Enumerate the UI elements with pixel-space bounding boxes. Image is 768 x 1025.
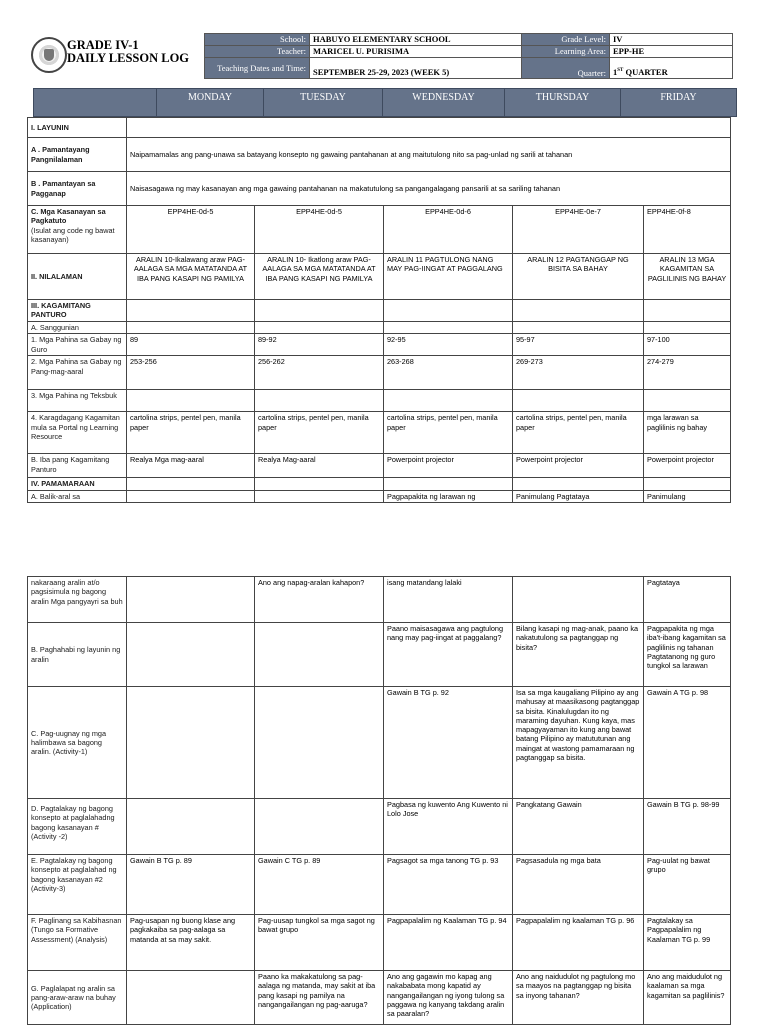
pag-uugnay-tuesday xyxy=(255,687,384,799)
kagamitang-monday xyxy=(127,300,255,322)
learning-area-value: EPP-HE xyxy=(610,46,733,58)
day-header-friday: FRIDAY xyxy=(621,89,737,117)
nilalaman-thursday: ARALIN 12 PAGTANGGAP NG BISITA SA BAHAY xyxy=(513,254,644,300)
day-header-monday: MONDAY xyxy=(157,89,264,117)
iba-tuesday: Realya Mag-aaral xyxy=(255,454,384,478)
lesson-log-title xyxy=(67,39,189,65)
gabay-mag-aaral-tuesday: 256-262 xyxy=(255,356,384,390)
teacher-value: MARICEL U. PURISIMA xyxy=(310,46,522,58)
teacher-label: Teacher: xyxy=(205,46,310,58)
header-info-right xyxy=(521,33,733,79)
teksbuk-friday xyxy=(644,390,731,412)
sanggunian-label: A. Sanggunian xyxy=(28,322,127,334)
lesson-grid-page2 xyxy=(27,576,731,1025)
sanggunian-friday xyxy=(644,322,731,334)
nilalaman-wednesday: ARALIN 11 PAGTULONG NANG MAY PAG-IINGAT AT PAGGALANG xyxy=(384,254,513,300)
code-tuesday: EPP4HE-0d-5 xyxy=(255,206,384,254)
sanggunian-tuesday xyxy=(255,322,384,334)
teksbuk-monday xyxy=(127,390,255,412)
balik-cont-thursday xyxy=(513,577,644,623)
teksbuk-wednesday xyxy=(384,390,513,412)
lesson-log-header xyxy=(27,33,732,80)
e-friday: Pag-uulat ng bawat grupo xyxy=(644,855,731,915)
log-label: DAILY LESSON LOG xyxy=(67,51,190,65)
lr-tuesday: cartolina strips, pentel pen, manila paper xyxy=(255,412,384,454)
code-thursday: EPP4HE-0e-7 xyxy=(513,206,644,254)
pamantayang-label: A . Pamantayang Pangnilalaman xyxy=(28,138,127,172)
d-friday: Gawain B TG p. 98-99 xyxy=(644,799,731,855)
pamantayang-text: Naipamamalas ang pang-unawa sa batayang konsepto ng gawaing pantahanan at ang maitutulong nito sa pag-unlad ng sarili at tahanan xyxy=(127,138,731,172)
lr-thursday: cartolina strips, pentel pen, manila paper xyxy=(513,412,644,454)
code-wednesday: EPP4HE-0d-6 xyxy=(384,206,513,254)
grade-label: GRADE IV-1 xyxy=(67,38,139,52)
gabay-guro-wednesday: 92-95 xyxy=(384,334,513,356)
gabay-guro-friday: 97-100 xyxy=(644,334,731,356)
balik-aral-label: A. Balik-aral sa xyxy=(28,490,127,502)
iba-friday: Powerpoint projector xyxy=(644,454,731,478)
paghahabi-thursday: Bilang kasapi ng mag-anak, paano ka nakatutulong sa pagtanggap ng bisita? xyxy=(513,623,644,687)
gabay-mag-aaral-monday: 253-256 xyxy=(127,356,255,390)
grade-level-value: IV xyxy=(610,34,733,46)
paghahabi-friday: Pagpapakita ng mga iba't-ibang kagamitan sa paglilinis ng tahanan Pagtatanong ng guro tungkol sa larawan xyxy=(644,623,731,687)
pagtalakay-d-label: D. Pagtalakay ng bagong konsepto at paglalahadng bagong kasanayan #(Activity -2) xyxy=(28,799,127,855)
sanggunian-thursday xyxy=(513,322,644,334)
learning-area-label: Learning Area: xyxy=(522,46,610,58)
pagtalakay-e-label: E. Pagtalakay ng bagong konsepto at paglalahad ng bagong kasanayan #2 (Activity-3) xyxy=(28,855,127,915)
balik-wednesday: Pagpapakita ng larawan ng xyxy=(384,490,513,502)
paglalapat-label: G. Paglalapat ng aralin sa pang-araw-araw na buhay (Application) xyxy=(28,971,127,1025)
d-tuesday xyxy=(255,799,384,855)
d-monday xyxy=(127,799,255,855)
paghahabi-wednesday: Paano maisasagawa ang pagtulong nang may pag-iingat at paggalang? xyxy=(384,623,513,687)
paglinang-label: F. Paglinang sa Kabihasnan (Tungo sa Formative Assessment) (Analysis) xyxy=(28,915,127,971)
day-header-tuesday: TUESDAY xyxy=(264,89,383,117)
pag-uugnay-wednesday: Gawain B TG p. 92 xyxy=(384,687,513,799)
teksbuk-thursday xyxy=(513,390,644,412)
school-label: School: xyxy=(205,34,310,46)
weekday-header xyxy=(33,88,737,117)
nilalaman-label: II. NILALAMAN xyxy=(28,254,127,300)
d-thursday: Pangkatang Gawain xyxy=(513,799,644,855)
f-friday: Pagtalakay sa Pagpapalalim ng Kaalaman TG p. 99 xyxy=(644,915,731,971)
f-wednesday: Pagpapalalim ng Kaalaman TG p. 94 xyxy=(384,915,513,971)
kagamitang-thursday xyxy=(513,300,644,322)
g-thursday: Ano ang naidudulot ng pagtulong mo sa maayos na pagtanggap ng bisita sa inyong tahanan? xyxy=(513,971,644,1025)
sanggunian-monday xyxy=(127,322,255,334)
f-tuesday: Pag-uusap tungkol sa mga sagot ng bawat grupo xyxy=(255,915,384,971)
balik-aral-cont-label: nakaraang aralin at/o pagsisimula ng bagong aralin Mga pangyayri sa buh xyxy=(28,577,127,623)
e-thursday: Pagsasadula ng mga bata xyxy=(513,855,644,915)
nilalaman-friday: ARALIN 13 MGA KAGAMITAN SA PAGLILINIS NG BAHAY xyxy=(644,254,731,300)
dates-label: Teaching Dates and Time: xyxy=(205,58,310,79)
g-monday xyxy=(127,971,255,1025)
dates-value: SEPTEMBER 25-29, 2023 (WEEK 5) xyxy=(310,58,522,79)
paghahabi-monday xyxy=(127,623,255,687)
gabay-mag-aaral-friday: 274-279 xyxy=(644,356,731,390)
paghahabi-label: B. Paghahabi ng layunin ng aralin xyxy=(28,623,127,687)
pamamaraan-wednesday xyxy=(384,478,513,490)
iba-monday: Realya Mga mag-aaral xyxy=(127,454,255,478)
g-wednesday: Ano ang gagawin mo kapag ang nakababata mong kapatid ay nangangailangan ng iyong tulong sa paggawa ng kanyang takdang aralin sa paaralan? xyxy=(384,971,513,1025)
code-monday: EPP4HE-0d-5 xyxy=(127,206,255,254)
header-info-left xyxy=(204,33,522,79)
learning-resource-label: 4. Karagdagang Kagamitan mula sa Portal ng Learning Resource xyxy=(28,412,127,454)
gabay-guro-label: 1. Mga Pahina sa Gabay ng Guro xyxy=(28,334,127,356)
pamamaraan-tuesday xyxy=(255,478,384,490)
gabay-mag-aaral-label: 2. Mga Pahina sa Gabay ng Pang-mag-aaral xyxy=(28,356,127,390)
quarter-value: 1ST QUARTER xyxy=(610,58,733,79)
teksbuk-label: 3. Mga Pahina ng Teksbuk xyxy=(28,390,127,412)
balik-cont-tuesday: Ano ang napag-aralan kahapon? xyxy=(255,577,384,623)
lesson-grid-page1 xyxy=(27,117,731,503)
balik-tuesday xyxy=(255,490,384,502)
f-monday: Pag-usapan ng buong klase ang pagkakaiba sa pag-aalaga sa matanda at sa may sakit. xyxy=(127,915,255,971)
grade-level-label: Grade Level: xyxy=(522,34,610,46)
nilalaman-tuesday: ARALIN 10- Ikatlong araw PAG-AALAGA SA MGA MATATANDA AT IBA PANG KASAPI NG PAMILYA xyxy=(255,254,384,300)
iba-thursday: Powerpoint projector xyxy=(513,454,644,478)
lr-friday: mga larawan sa paglilinis ng bahay xyxy=(644,412,731,454)
pag-uugnay-friday: Gawain A TG p. 98 xyxy=(644,687,731,799)
e-tuesday: Gawain C TG p. 89 xyxy=(255,855,384,915)
pamamaraan-friday xyxy=(644,478,731,490)
lr-monday: cartolina strips, pentel pen, manila paper xyxy=(127,412,255,454)
iba-wednesday: Powerpoint projector xyxy=(384,454,513,478)
lr-wednesday: cartolina strips, pentel pen, manila paper xyxy=(384,412,513,454)
pamamaraan-label: IV. PAMAMARAAN xyxy=(28,478,127,490)
nilalaman-monday: ARALIN 10-Ikalawang araw PAG-AALAGA SA MGA MATATANDA AT IBA PANG KASAPI NG PAMILYA xyxy=(127,254,255,300)
kagamitang-label: III. KAGAMITANG PANTURO xyxy=(28,300,127,322)
kagamitang-friday xyxy=(644,300,731,322)
d-wednesday: Pagbasa ng kuwento Ang Kuwento ni Lolo Jose xyxy=(384,799,513,855)
balik-cont-monday xyxy=(127,577,255,623)
pag-uugnay-label: C. Pag-uugnay ng mga halimbawa sa bagong aralin. (Activity-1) xyxy=(28,687,127,799)
day-header-thursday: THURSDAY xyxy=(505,89,621,117)
gabay-mag-aaral-wednesday: 263-268 xyxy=(384,356,513,390)
paghahabi-tuesday xyxy=(255,623,384,687)
balik-cont-friday: Pagtataya xyxy=(644,577,731,623)
balik-thursday: Panimulang Pagtataya xyxy=(513,490,644,502)
teksbuk-tuesday xyxy=(255,390,384,412)
balik-friday: Panimulang xyxy=(644,490,731,502)
gabay-guro-monday: 89 xyxy=(127,334,255,356)
day-header-blank xyxy=(34,89,157,117)
quarter-label: Quarter: xyxy=(522,58,610,79)
day-header-wednesday: WEDNESDAY xyxy=(383,89,505,117)
e-monday: Gawain B TG p. 89 xyxy=(127,855,255,915)
deped-seal-icon xyxy=(31,37,67,73)
kagamitang-wednesday xyxy=(384,300,513,322)
kagamitang-tuesday xyxy=(255,300,384,322)
pagganap-label: B . Pamantayan sa Pagganap xyxy=(28,172,127,206)
gabay-guro-thursday: 95-97 xyxy=(513,334,644,356)
pag-uugnay-thursday: Isa sa mga kaugaliang Pilipino ay ang mahusay at maasikasong pagtanggap sa bisita. Kinalulugdan ito ng maraming dayuhan. Kung kaya, mas mapagyayaman ito kung ang bawat batang Pilipino ay matututunan ang maingat at wastong pamamaraan ng pagtanggap sa bisita. xyxy=(513,687,644,799)
school-value: HABUYO ELEMENTARY SCHOOL xyxy=(310,34,522,46)
gabay-mag-aaral-thursday: 269-273 xyxy=(513,356,644,390)
balik-cont-wednesday: isang matandang lalaki xyxy=(384,577,513,623)
layunin-cell xyxy=(127,118,731,138)
gabay-guro-tuesday: 89-92 xyxy=(255,334,384,356)
pag-uugnay-monday xyxy=(127,687,255,799)
kasanayan-label: C. Mga Kasanayan sa Pagkatuto (Isulat ang code ng bawat kasanayan) xyxy=(28,206,127,254)
iba-label: B. Iba pang Kagamitang Panturo xyxy=(28,454,127,478)
code-friday: EPP4HE-0f-8 xyxy=(644,206,731,254)
layunin-label: I. LAYUNIN xyxy=(28,118,127,138)
balik-monday xyxy=(127,490,255,502)
g-friday: Ano ang maidudulot ng kaalaman sa mga kagamitan sa paglilinis? xyxy=(644,971,731,1025)
pamamaraan-thursday xyxy=(513,478,644,490)
sanggunian-wednesday xyxy=(384,322,513,334)
pamamaraan-monday xyxy=(127,478,255,490)
e-wednesday: Pagsagot sa mga tanong TG p. 93 xyxy=(384,855,513,915)
f-thursday: Pagpapalalim ng kaalaman TG p. 96 xyxy=(513,915,644,971)
pagganap-text: Naisasagawa ng may kasanayan ang mga gawaing pantahanan na makatutulong sa pangangalagang pansarili at sa sariling tahanan xyxy=(127,172,731,206)
g-tuesday: Paano ka makakatulong sa pag-aalaga ng matanda, may sakit at iba pang kasapi ng pamilya na nangangailangan ng pag-aaruga? xyxy=(255,971,384,1025)
